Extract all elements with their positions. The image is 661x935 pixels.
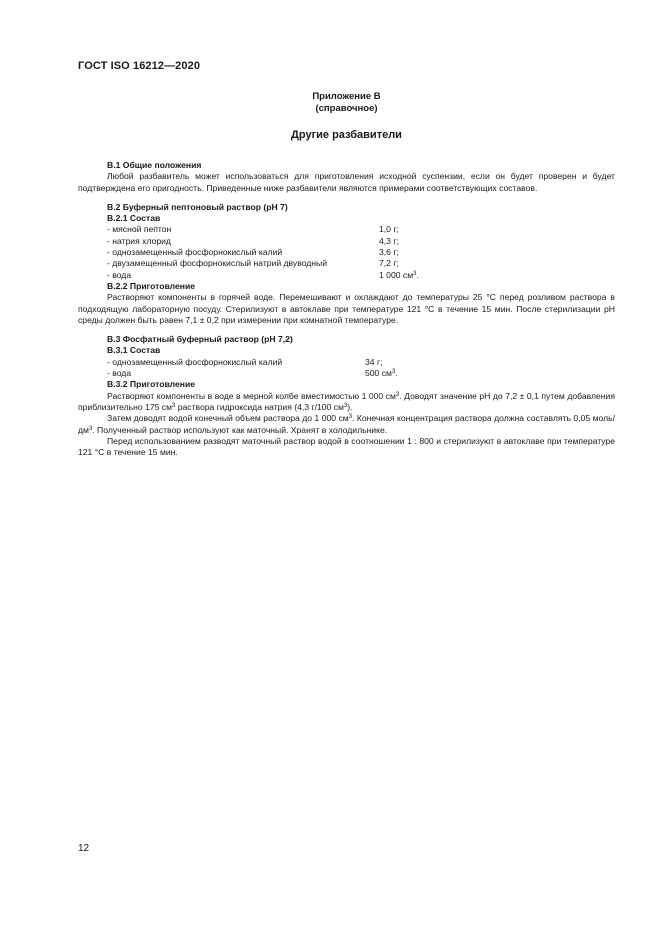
component-name: - вода: [107, 269, 132, 280]
text-run: ).: [347, 401, 353, 412]
composition-row: [78, 357, 615, 368]
amount-tail: .: [395, 368, 398, 379]
superscript: 3: [348, 414, 353, 421]
section-b31-heading: В.3.1 Состав: [107, 345, 161, 356]
component-amount: 3,6 г;: [379, 247, 399, 258]
section-b2-heading: В.2 Буферный пептоновый раствор (pH 7): [107, 201, 288, 212]
appendix-title: Приложение В: [312, 91, 381, 102]
section-b32-heading: В.3.2 Приготовление: [107, 379, 196, 390]
component-amount: 7,2 г;: [379, 258, 399, 269]
appendix-heading: Другие разбавители: [291, 129, 402, 141]
amount-tail: .: [416, 269, 419, 280]
component-name: - натрия хлорид: [107, 235, 171, 246]
text-run: раствора гидроксида натрия (4,3 г/100 см: [175, 401, 344, 412]
section-b1-heading: В.1 Общие положения: [107, 160, 202, 170]
superscript: 3: [172, 402, 176, 409]
section-b21-heading: В.2.1 Состав: [107, 213, 161, 224]
document-body: [78, 160, 615, 458]
composition-row: [78, 224, 615, 235]
text-run: Растворяют компоненты в воде в мерной колбе вместимостью 1 000 см: [107, 390, 396, 401]
text-run: . Конечная концентрация раствора должна составлять 0,05 моль/дм: [78, 413, 615, 435]
composition-row: [78, 270, 615, 281]
component-name: - мясной пептон: [107, 224, 172, 235]
text-run: . Полученный раствор используют как маточный. Хранят в холодильнике.: [92, 424, 388, 435]
component-name: - однозамещенный фосфорнокислый калий: [107, 356, 283, 367]
component-amount: [365, 368, 398, 379]
component-amount: [379, 270, 419, 281]
superscript: 3: [88, 425, 93, 432]
component-amount: 4,3 г;: [379, 235, 399, 246]
section-b22-heading: В.2.2 Приготовление: [107, 280, 196, 291]
component-name: - двузамещенный фосфорнокислый натрий двуводный: [107, 258, 328, 269]
component-name: - однозамещенный фосфорнокислый калий: [107, 247, 283, 258]
section-b32-para-2: [78, 413, 615, 436]
standard-designation: ГОСТ ISO 16212—2020: [78, 60, 201, 72]
composition-row: [78, 236, 615, 247]
superscript: 3: [413, 270, 417, 277]
text-run: Затем доводят водой конечный объем раствора до 1 000 см: [107, 413, 349, 424]
section-b3-heading: В.3 Фосфатный буферный раствор (pH 7,2): [107, 334, 293, 345]
page-number: 12: [78, 843, 90, 854]
amount-value: 1 000 см: [379, 269, 414, 280]
component-amount: 1,0 г;: [379, 224, 399, 235]
section-b22-text: Растворяют компоненты в горячей воде. Перемешивают и охлаждают до температуры 25 °C перед розливом раствора в подходящую лабораторную посуду. Стерилизуют в автоклаве при температуре 121 °C в течение 15 мин. После стерилизации pH среды должен быть равен 7,1 ± 0,2 при измерении при комнатной температуре.: [78, 292, 615, 325]
section-b32-para-3: Перед использованием разводят маточный раствор водой в соотношении 1 : 800 и стерилизуют в автоклаве при температуре 121 °C в течение 15 мин.: [78, 435, 615, 458]
component-amount: 34 г;: [365, 356, 383, 367]
component-name: - вода: [107, 368, 132, 379]
section-b1-text: Любой разбавитель может использоваться для приготовления исходной суспензии, если он будет проверен и будет подтверждена его пригодность. Приведенные ниже разбавители являются примерами соответствующих составов.: [78, 171, 615, 193]
section-b32-para-1: [78, 391, 615, 414]
composition-row: [78, 368, 615, 379]
text-run: . Доводят значение pH до 7,2 ± 0,1 путем добавления приблизительно 175 см: [78, 390, 616, 412]
superscript: 3: [395, 391, 400, 398]
superscript: 3: [343, 402, 348, 409]
appendix-subtitle: (справочное): [315, 103, 378, 114]
composition-row: [78, 247, 615, 258]
superscript: 3: [391, 369, 396, 376]
amount-value: 500 см: [365, 368, 392, 379]
composition-row: [78, 258, 615, 269]
